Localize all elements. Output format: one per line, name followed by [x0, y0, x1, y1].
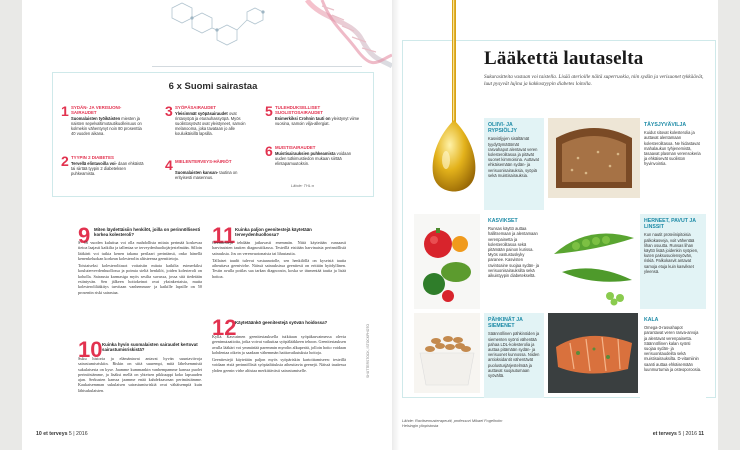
disease-item	[265, 103, 360, 143]
magazine-name: et terveys	[652, 431, 677, 437]
food-name: PÄHKINÄT JA SIEMENET	[488, 317, 523, 330]
photo-credit: SHUTTERSTOCK, ISTOCKPHOTO	[366, 323, 370, 378]
disease-heading: SYÖPÄSAIRAUDET	[175, 105, 216, 110]
magazine-name: et terveys	[43, 431, 68, 437]
dna-molecule-illustration	[22, 0, 392, 70]
article-column-2	[212, 240, 346, 281]
box-title: 6 x Suomi sairastaa	[168, 81, 258, 92]
vegetables-photo	[414, 214, 480, 309]
source-note	[402, 418, 502, 428]
food-card-legumes	[640, 214, 706, 309]
source-line: Lähde: Ravitsemusterapeutti, professori Mikael Fogelholm	[402, 418, 503, 423]
food-name: KASVIKSET	[488, 218, 518, 224]
food-name: TÄYSJYVÄVILJA	[644, 122, 687, 128]
disease-number: 2	[61, 153, 69, 169]
six-diseases-box	[52, 72, 374, 197]
paragraph: Kyllä. Kasvaimen geenitestauksella tutkitaan syöpäkasvaimessa olevia geenimutaatioita, jotka voivat vaikuttaa syöpälääkkeen tehoon. Geenitestauksen avulla lääkäri voi ymmärtää paremmin myrolin alkuperää, jolloin hoito voidaan kohdentaa oikein ja saadaan vähemmän haittavaikutuksia hoitoja.	[212, 334, 346, 355]
disease-text: Yleisimmät syöpäsairaudet ovat rintasyöpä ja eturauhassyöpä. Myös suolistosyövät ovat yleistyneet, samoin melanooma, joka tavataan jo alle kouluikäisillä lapsilla.	[175, 111, 246, 137]
food-name: OLIIVI- JA RYPSIÖLJY	[488, 122, 517, 135]
disease-text: Muistisairauksien puhkeamista voidaan uuden tutkimustiedon mukaan siirtää elintapamuutoksin.	[275, 151, 352, 167]
issue: 5 | 2016	[678, 431, 698, 437]
food-text: Säännöllinen pähkinöiden ja siementen syönti vähentää pahaa LDL-kolesterolia ja auttaa pitämään sydän- ja verisuonet kunnossa. Niiden antioksidantit vähentävät puolustusjärjestelmää ja auttavat suojautumaan syövältä.	[488, 331, 540, 379]
question-heading: Käytetäänkö geenitestejä syövän hoidossa?	[235, 320, 328, 325]
food-card-grain	[640, 118, 706, 210]
food-name: HERNEET, PAVUT JA LINSSIT	[644, 218, 696, 231]
issue: 5 | 2016	[68, 431, 88, 437]
food-text: Runsas käyttö auttaa hallitsemaan ja alentamaan verenpainetta ja kolesterolitasoa sekä pitämään painon kurissa. Myös vastustuskyky paranee. Kasvisten ravintoaine suojaa sydän- ja verisuonisairauksilta sekä aikuistyypin diabetekseltä.	[488, 226, 539, 279]
food-card-vegetables	[484, 214, 544, 309]
disease-number: 5	[265, 103, 273, 119]
question-number: 12	[212, 315, 237, 340]
disease-text: Esimerkiksi Crohnin tauti on yleistynyt viime vuosina, samoin vilja-allergiat.	[275, 116, 360, 127]
box-source: Lähde: THL:n	[291, 184, 315, 188]
disease-number: 3	[165, 103, 173, 119]
oil-spoon-illustration	[428, 0, 480, 200]
food-card-oil	[484, 118, 544, 210]
article-column-2b	[212, 334, 346, 428]
disease-heading: TULEHDUKSELLISET SUOLISTOSAIRAUDET	[275, 105, 323, 116]
paragraph: Geenitestejä tehdään jatkuvasti enemmän. Niitä käytetään runsaasti harvinaisten tautien diagnostiikassa. Testeillä etsitään harvinaisia perinnöllisiä sairauksia. Jos on verenvuotonaista tai lihastautia.	[212, 240, 346, 256]
question-heading: Miten läydettäisiin henkilöt, joilla on perinnöllisesti korkea kolesteroli?	[94, 227, 201, 238]
page-folio-right	[653, 431, 704, 437]
disease-item	[165, 157, 255, 193]
right-page	[392, 0, 718, 450]
question-number: 9	[78, 223, 91, 248]
food-text: Kasviöljyjen sisältämät tyydyttymättömät rasvahapot alentavat veren kolesterolitasoa ja pitävät suonet kimmoisina. Auttavat ehkäisemään sydän- ja verisuonisairauksia, syöpiä sekä muistisairauksia.	[488, 136, 539, 178]
page-subtitle: Sukurasitteita vastaan voi taistella. Lisää aterioille näitä superruokia, niin sydän ja verisuonet tykkäävät, luut pysyvät lujina ja kakkostyypin diabetes loitolla.	[484, 74, 704, 87]
article-column-1b	[78, 356, 202, 428]
disease-item	[165, 103, 255, 153]
left-page	[22, 0, 392, 450]
disease-number: 6	[265, 143, 273, 159]
page-title: Lääkettä lautaselta	[484, 48, 644, 69]
food-card-nuts	[484, 313, 544, 398]
disease-heading: MUISTISAIRAUDET	[275, 145, 316, 150]
peas-photo	[548, 214, 638, 309]
question-heading: Kuinka paljon geenitestejä käytetään terveydenhuollossa?	[235, 227, 312, 238]
article-column-1	[78, 240, 202, 297]
disease-item	[61, 103, 151, 147]
disease-text: Tervellä elintavoilla voi- daan ehkäistä tai siirtää tyypin 2 diabeteksen puhkeamista.	[71, 161, 144, 177]
disease-text: Suomalaisten kansan- tautina on erityisesti masennus.	[175, 170, 238, 181]
magazine-spread	[22, 0, 718, 450]
fish-photo	[548, 313, 638, 393]
food-card-fish	[640, 313, 706, 398]
paragraph: S- 16 vuoden kuluttua voi olla mahdollista mitata perimää koskevaa tietoa laajasti kaikilta ja tallentaa se terveydenhuoltojärjestelmään. Silloin lääkärit voi tutkia kenen takana perilaari perintänsä, onko hänellä kenenkeluokan korkean kolesterolin altisteensa geenitietoja.	[78, 240, 202, 261]
page-folio-left	[36, 431, 88, 437]
food-text: Kun nautit proteiinipitoisia palkokasveja, voit vähentää lihan osuutta. Runsas lihan käyttö lisää joidenkin syöpien, kuten paksusuolensyövän, riskiä. Palkokasvit antavat samoja etuja kuin kasvikset yleensä.	[644, 232, 699, 274]
grain-bread-photo	[548, 118, 640, 198]
disease-heading: MIELENTERVEYS-HÄIRIÖT	[175, 159, 232, 164]
source-line: Helsingin yliopistosta	[402, 423, 439, 428]
paragraph: Suku historia ja elämäntavat antavat hyvän suuntaviivoja sairastumisriskiin. Riskin on siitä suurempi, mitä lähelsemmistä sukulaisesta on kyse. Jaamme kummankin vanhempamme kanssa puolet perintöstämme, ja lisäksi mellä on yhteisen pikkuuppi koko lapsuuden ajan. Serkusten kanssa jaamme enää kahdeksasosan perimästämme. Kaukaisemman sukulaisen sairastumisriskiä ovat vähäisempiä kuin lähisukulaisten.	[78, 356, 202, 393]
disease-number: 4	[165, 157, 173, 173]
question-heading: Kuinka hyvin suomalaisten sairaudet kertovat sairastumisriskistä?	[102, 342, 198, 353]
disease-item	[61, 153, 151, 193]
page-number: 11	[698, 431, 704, 437]
nuts-photo	[414, 313, 480, 393]
food-name: KALA	[644, 317, 659, 323]
paragraph: Geenitestejä käytetään paljon myös syöpäriskin kartoittamiseen: testeillä voidaan etsiä perinnöllisiä syöpäalttiuksia aiheuttavia geenejä. Näissä tautiessa yhden geenin virhe altistaa merkittävästi sairastumiselle.	[212, 357, 346, 373]
question-number: 11	[212, 223, 236, 248]
question-number: 10	[78, 337, 103, 362]
disease-item	[265, 143, 355, 183]
page-number: 10	[36, 431, 42, 437]
paragraph: Tällaiset taudit tulevat vastaanotolle, sen henkilöllä on kyseistä tautia aiheuttava geenivirhe. Näissä sairauksissa geenitesti on erittäin hyödyllinen. Testin avulla potilas saa tarkan diagnoosin, koska se täsmentää tautia ja lisää hoitoa.	[212, 257, 346, 279]
paragraph: Toistaiseksi kolesterolitasot voitaisiin mitata kaikilta esimerkiksi koulutervevdenhuollossa ja poimia sieltä henkilöt, joiden kolesteroli on koholla. Sairausta karmasiga myös sesilta suvussa, jossa sitä tiedetään esiintyvän. Sen jälkeen hoitokeinot ovat yksinkertaisia, mutta kolesterolilääkitys tarvitaan vanhemman- ja kaikille lapsille on 50 prosentin riski sairastaa.	[78, 263, 202, 295]
disease-heading: TYYPIN 2 DIABETES	[71, 155, 114, 160]
food-text: Kuidut sitovat kolesterolia ja auttavat alentamaan kolesterolitasoa. Ne hidastavat mahalaukun tyhjenemistä, tasaavat plasman verensokeria ja ehkäisevät suoliston hyvinvointia.	[644, 130, 701, 167]
disease-heading: SYDÄN- JA VERISUONI-SAIRAUDET	[71, 105, 122, 116]
food-text: Omega-3-rasvahapot parantavat veren rasva-arvoja ja alentavat verenpainetta. Säännöllinen kalan syönti suojaa sydän- ja verisuonitaudeilta sekä muistisairauksilta. D-vitamiinin saanti auttaa ehkäisemään luunmurtumia ja osteoporoosia.	[644, 325, 702, 372]
disease-number: 1	[61, 103, 69, 119]
disease-text: Suomalaisten työikäisten miesten ja naisten sepelvaltimotautikuolleisuus on kolmekin vähentynyt noin 80 prosenttia 40 vuoden aikana.	[71, 116, 142, 137]
